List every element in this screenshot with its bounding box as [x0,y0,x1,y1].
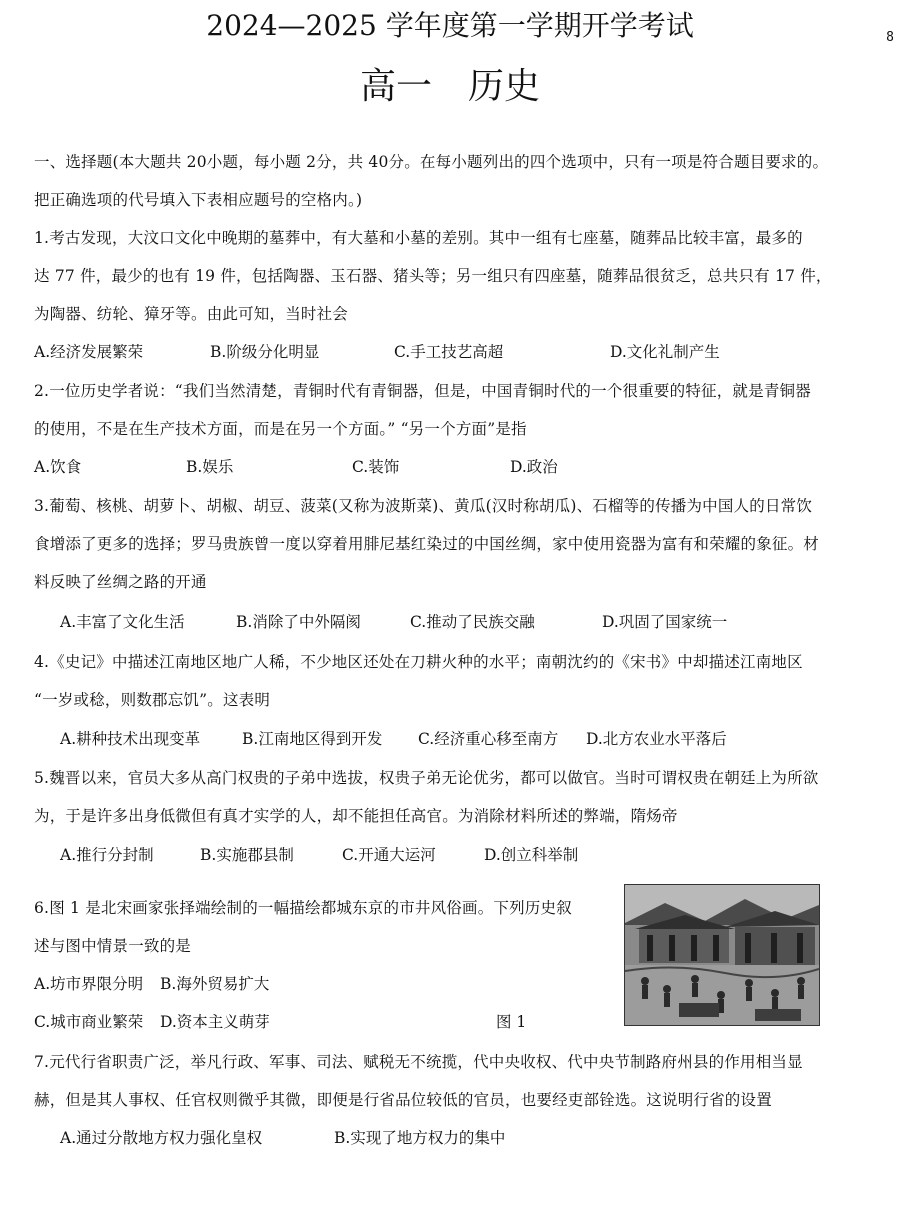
q5-option-d: D.创立科举制 [484,846,579,864]
figure-caption: 图 1 [496,1013,527,1031]
q6-option-c: C.城市商业繁荣 [34,1013,144,1031]
q5-option-a: A.推行分封制 [60,846,154,864]
q3-option-a: A.丰富了文化生活 [60,613,185,631]
q2-option-d: D.政治 [510,458,558,476]
q1-line-3: 为陶器、纺轮、獐牙等。由此可知，当时社会 [34,305,349,323]
q2-line-1: 2.一位历史学者说：“我们当然清楚，青铜时代有青铜器，但是，中国青铜时代的一个很重要的特征，就是青铜器 [34,382,811,400]
q4-line-2: “一岁或稔，则数郡忘饥”。这表明 [34,691,271,709]
q3-line-3: 料反映了丝绸之路的开通 [34,573,207,591]
q1-option-a: A.经济发展繁荣 [34,343,144,361]
q3-line-1: 3.葡萄、核桃、胡萝卜、胡椒、胡豆、菠菜(又称为波斯菜)、黄瓜(汉时称胡瓜)、石榴等的传播为中国人的日常饮 [34,497,813,515]
q5-line-1: 5.魏晋以来，官员大多从高门权贵的子弟中选拔，权贵子弟无论优劣，都可以做官。当时可谓权贵在朝廷上为所欲 [34,769,819,787]
section-instruction-line-2: 把正确选项的代号填入下表相应题号的空格内。) [34,191,363,209]
q6-option-a: A.坊市界限分明 [34,975,144,993]
q7-option-b: B.实现了地方权力的集中 [334,1129,506,1147]
q7-line-1: 7.元代行省职责广泛，举凡行政、军事、司法、赋税无不统揽，代中央收权、代中央节制路府州县的作用相当显 [34,1053,803,1071]
page-number: 8 [886,30,894,45]
q6-option-b: B.海外贸易扩大 [160,975,270,993]
q5-line-2: 为，于是许多出身低微但有真才实学的人，却不能担任高官。为消除材料所述的弊端，隋炀帝 [34,807,678,825]
q1-line-2: 达 77 件，最少的也有 19 件，包括陶器、玉石器、猪头等；另一组只有四座墓，随葬品很贫乏，总共只有 17 件， [34,267,832,285]
q2-line-2: 的使用，不是在生产技术方面，而是在另一个方面。” “另一个方面”是指 [34,420,527,438]
section-instruction-line-1: 一、选择题(本大题共 20小题，每小题 2分，共 40分。在每小题列出的四个选项中，只有一项是符合题目要求的。 [34,153,829,171]
q2-option-a: A.饮食 [34,458,82,476]
q7-line-2: 赫，但是其人事权、任官权则微乎其微，即便是行省品位较低的官员，也要经吏部铨选。这说明行省的设置 [34,1091,772,1109]
q3-line-2: 食增添了更多的选择；罗马贵族曾一度以穿着用腓尼基红染过的中国丝绸，家中使用瓷器为富有和荣耀的象征。材 [34,535,820,553]
q2-option-c: C.装饰 [352,458,400,476]
q4-option-d: D.北方农业水平落后 [586,730,727,748]
q6-line-1: 6.图 1 是北宋画家张择端绘制的一幅描绘都城东京的市井风俗画。下列历史叙 [34,899,572,917]
q3-option-c: C.推动了民族交融 [410,613,535,631]
q2-option-b: B.娱乐 [186,458,234,476]
exam-title: 2024—2025 学年度第一学期开学考试 [206,9,694,42]
q7-option-a: A.通过分散地方权力强化皇权 [60,1129,263,1147]
q1-option-b: B.阶级分化明显 [210,343,320,361]
exam-subtitle: 高一 历史 [359,66,540,107]
q6-option-d: D.资本主义萌芽 [160,1013,270,1031]
q5-option-b: B.实施郡县制 [200,846,294,864]
q5-option-c: C.开通大运河 [342,846,436,864]
q6-line-2: 述与图中情景一致的是 [34,937,192,955]
q4-option-b: B.江南地区得到开发 [242,730,383,748]
q4-option-a: A.耕种技术出现变革 [60,730,201,748]
q3-option-d: D.巩固了国家统一 [602,613,728,631]
q1-option-c: C.手工技艺高超 [394,343,504,361]
q1-line-1: 1.考古发现，大汶口文化中晚期的墓葬中，有大墓和小墓的差别。其中一组有七座墓，随葬品比较丰富，最多的 [34,229,803,247]
qingming-painting-figure [624,884,820,1026]
q1-option-d: D.文化礼制产生 [610,343,720,361]
q3-option-b: B.消除了中外隔阂 [236,613,361,631]
q4-line-1: 4.《史记》中描述江南地区地广人稀，不少地区还处在刀耕火种的水平；南朝沈约的《宋书》中却描述江南地区 [34,653,803,671]
q4-option-c: C.经济重心移至南方 [418,730,559,748]
